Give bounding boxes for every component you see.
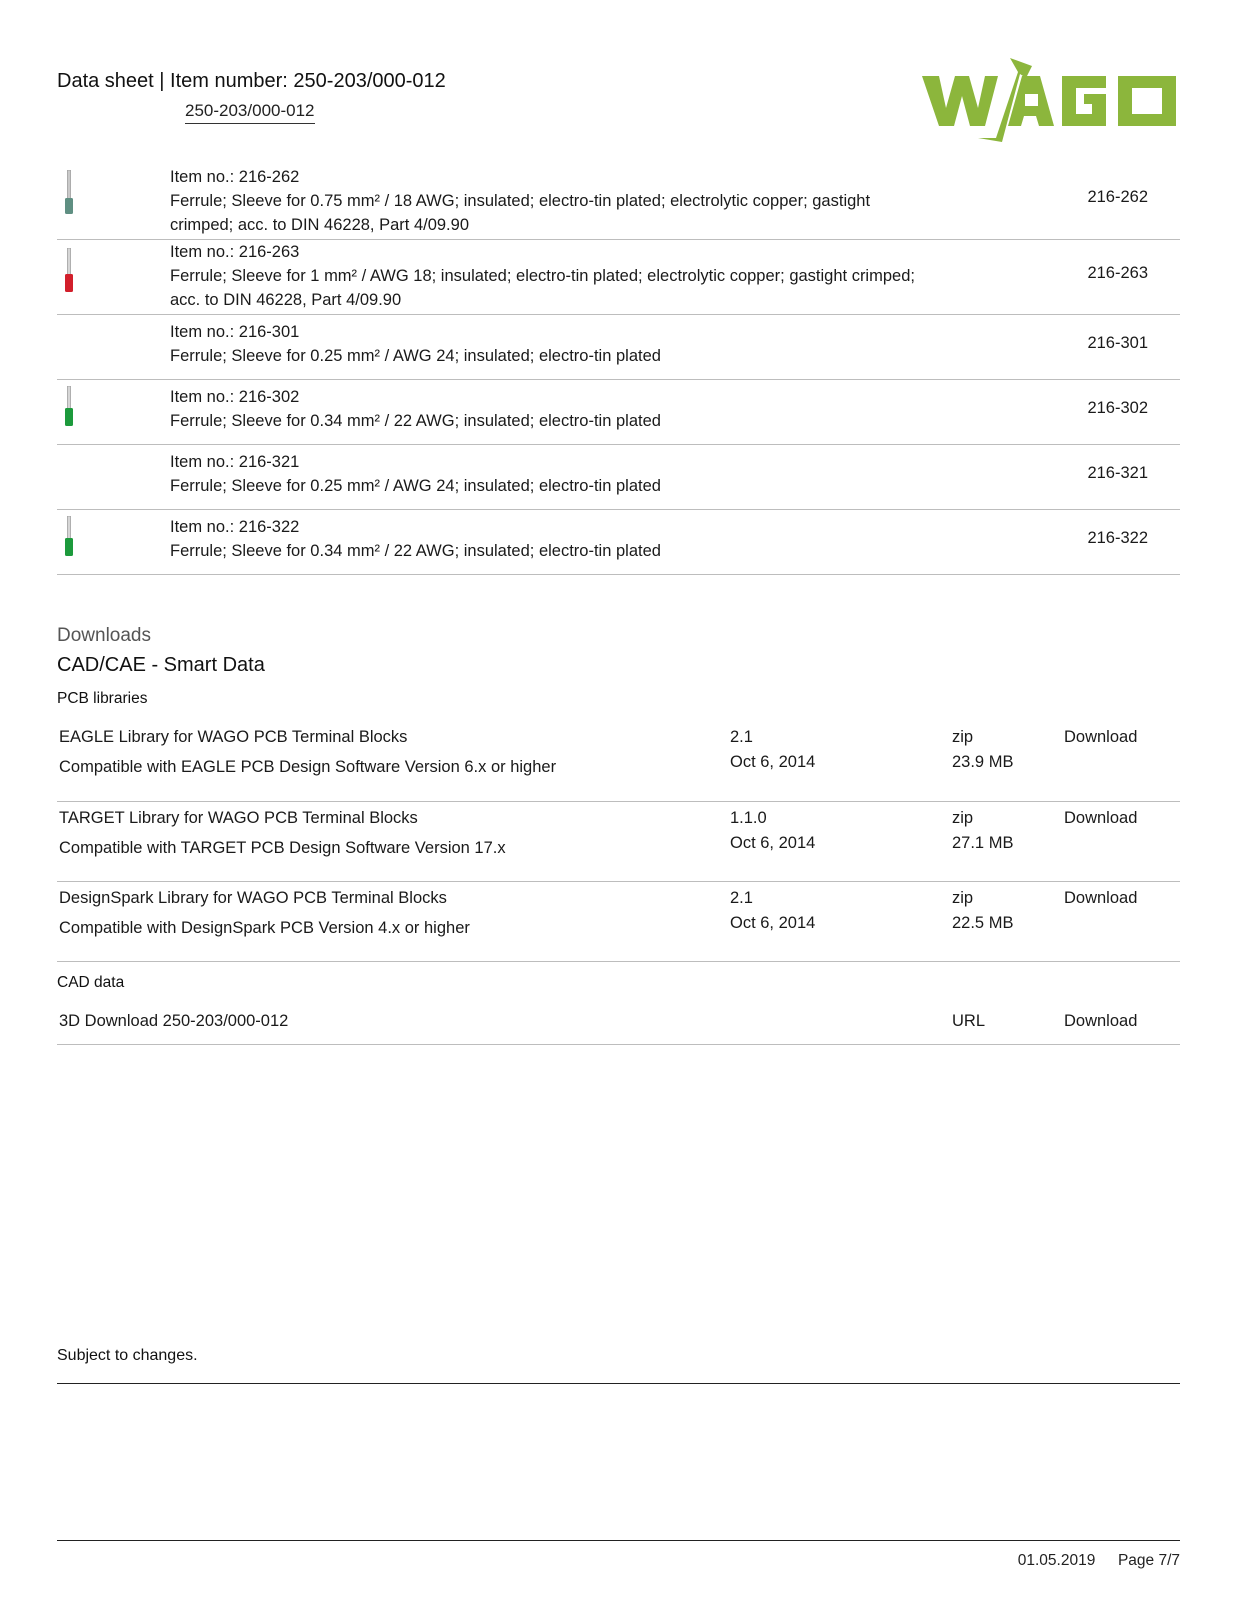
- library-name: DesignSpark Library for WAGO PCB Terminal Blocks: [59, 889, 447, 907]
- table-row: [57, 315, 1180, 380]
- download-link[interactable]: Download: [1064, 1012, 1138, 1030]
- pcb-libraries-table: [57, 722, 1180, 962]
- item-desc: acc. to DIN 46228, Part 4/09.90: [170, 291, 402, 309]
- file-type: zip: [952, 809, 974, 827]
- cad-data-heading: CAD data: [57, 974, 125, 991]
- item-desc: Ferrule; Sleeve for 0.34 mm² / 22 AWG; insulated; electro-tin plated: [170, 412, 661, 430]
- download-link[interactable]: Download: [1064, 889, 1138, 907]
- file-type: zip: [952, 889, 974, 907]
- cad-item-name: 3D Download 250-203/000-012: [59, 1012, 289, 1030]
- download-link[interactable]: Download: [1064, 728, 1138, 746]
- ferrule-green-icon: [59, 386, 79, 434]
- item-label: Item no.: 216-322: [170, 518, 300, 536]
- ferrule-gray-icon: [59, 170, 79, 218]
- divider: [57, 1383, 1180, 1384]
- item-number[interactable]: 216-262: [1087, 188, 1148, 206]
- item-label: Item no.: 216-321: [170, 453, 300, 471]
- date: Oct 6, 2014: [730, 753, 816, 771]
- pcb-libraries-heading: PCB libraries: [57, 690, 148, 707]
- accessories-table: [57, 162, 1180, 575]
- library-name: EAGLE Library for WAGO PCB Terminal Blocks: [59, 728, 408, 746]
- version: 1.1.0: [730, 809, 767, 827]
- item-desc: Ferrule; Sleeve for 1 mm² / AWG 18; insulated; electro-tin plated; electrolytic copper; gastight crimped;: [170, 267, 915, 285]
- item-desc: crimped; acc. to DIN 46228, Part 4/09.90: [170, 216, 469, 234]
- footer-date: 01.05.2019: [1017, 1552, 1096, 1569]
- ferrule-green-icon: [59, 516, 79, 564]
- page-number: Page 7/7: [1117, 1552, 1180, 1569]
- library-compat: Compatible with TARGET PCB Design Software Version 17.x: [59, 839, 506, 857]
- page-info: [1018, 1552, 1180, 1570]
- ferrule-red-icon: [59, 248, 79, 296]
- footer-note: Subject to changes.: [57, 1347, 198, 1364]
- item-desc: Ferrule; Sleeve for 0.75 mm² / 18 AWG; insulated; electro-tin plated; electrolytic copper; gastight: [170, 192, 871, 210]
- date: Oct 6, 2014: [730, 834, 816, 852]
- download-link[interactable]: Download: [1064, 809, 1138, 827]
- file-type: zip: [952, 728, 974, 746]
- library-name: TARGET Library for WAGO PCB Terminal Blocks: [59, 809, 418, 827]
- table-row: [57, 1006, 1180, 1045]
- table-row: [57, 240, 1180, 315]
- item-desc: Ferrule; Sleeve for 0.25 mm² / AWG 24; insulated; electro-tin plated: [170, 477, 661, 495]
- table-row: [57, 510, 1180, 575]
- cad-data-table: [57, 1006, 1180, 1045]
- table-row: [57, 162, 1180, 240]
- table-row: [57, 882, 1180, 962]
- library-compat: Compatible with DesignSpark PCB Version 4.x or higher: [59, 919, 470, 937]
- table-row: [57, 445, 1180, 510]
- divider: [57, 1540, 1180, 1541]
- table-row: [57, 722, 1180, 802]
- item-label: Item no.: 216-301: [170, 323, 300, 341]
- item-desc: Ferrule; Sleeve for 0.34 mm² / 22 AWG; insulated; electro-tin plated: [170, 542, 661, 560]
- wago-logo: [922, 58, 1176, 142]
- downloads-heading: Downloads: [57, 625, 151, 646]
- file-size: 22.5 MB: [952, 914, 1014, 932]
- cad-cae-heading: CAD/CAE - Smart Data: [57, 654, 265, 676]
- item-number-link[interactable]: 250-203/000-012: [185, 101, 315, 124]
- item-desc: Ferrule; Sleeve for 0.25 mm² / AWG 24; insulated; electro-tin plated: [170, 347, 661, 365]
- item-label: Item no.: 216-263: [170, 243, 300, 261]
- item-number[interactable]: 216-321: [1087, 464, 1148, 482]
- file-type: URL: [952, 1012, 986, 1030]
- file-size: 27.1 MB: [952, 834, 1014, 852]
- file-size: 23.9 MB: [952, 753, 1014, 771]
- table-row: [57, 380, 1180, 445]
- version: 2.1: [730, 889, 753, 907]
- page-title: Data sheet | Item number: 250-203/000-012: [57, 70, 446, 92]
- table-row: [57, 802, 1180, 882]
- item-number[interactable]: 216-263: [1087, 264, 1148, 282]
- item-number[interactable]: 216-301: [1087, 334, 1148, 352]
- library-compat: Compatible with EAGLE PCB Design Software Version 6.x or higher: [59, 758, 557, 776]
- item-number[interactable]: 216-302: [1087, 399, 1148, 417]
- item-label: Item no.: 216-302: [170, 388, 300, 406]
- version: 2.1: [730, 728, 753, 746]
- date: Oct 6, 2014: [730, 914, 816, 932]
- item-label: Item no.: 216-262: [170, 168, 300, 186]
- item-number[interactable]: 216-322: [1087, 529, 1148, 547]
